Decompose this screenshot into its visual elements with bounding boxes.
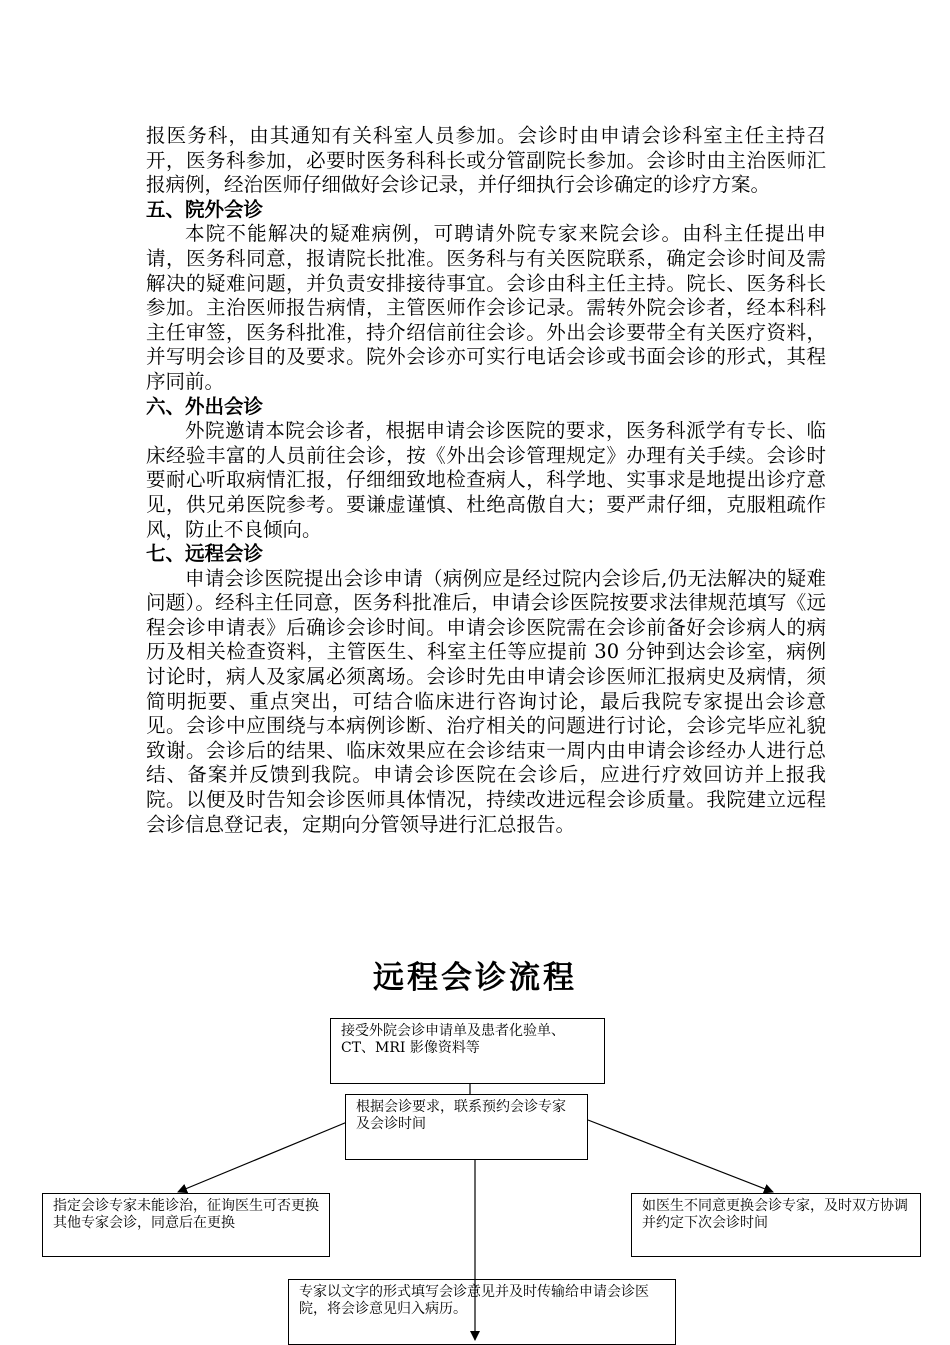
- flow-box-schedule: 根据会诊要求，联系预约会诊专家及会诊时间: [345, 1094, 588, 1160]
- section-heading: 五、院外会诊: [146, 197, 264, 221]
- arrow-to-replace-box: [178, 1120, 352, 1192]
- section-heading: 七、远程会诊: [146, 542, 264, 566]
- section-heading: 六、外出会诊: [146, 394, 264, 418]
- flow-box-replace-expert: 指定会诊专家未能诊治，征询医生可否更换其他专家会诊，同意后在更换: [42, 1193, 330, 1257]
- flow-box-receive: 接受外院会诊申请单及患者化验单、CT、MRI 影像资料等: [330, 1018, 605, 1084]
- flow-box-reschedule: 如医生不同意更换会诊专家，及时双方协调并约定下次会诊时间: [631, 1193, 921, 1257]
- flow-box-expert-opinion: 专家以文字的形式填写会诊意见并及时传输给申请会诊医院，将会诊意见归入病历。: [288, 1279, 676, 1345]
- flowchart-title: 远程会诊流程: [373, 960, 577, 996]
- body-paragraph: 申请会诊医院提出会诊申请（病例应是经过院内会诊后,仍无法解决的疑难问题）。经科主任同意，医务科批准后，申请会诊医院按要求法律规范填写《远程会诊申请表》后确诊会诊时间。申请会诊医院需在会诊前备好会诊病人的病历及相关检查资料，主管医生、科室主任等应提前 30 分钟到达会诊室，病例讨论时，病人及家属必须离场。会诊时先由申请会诊医师汇报病史及病情，须简明扼要、重点突出，可结合临床进行咨询讨论，最后我院专家提出会诊意见。会诊中应围绕与本病例诊断、治疗相关的问题进行讨论，会诊完毕应礼貌致谢。会诊后的结果、临床效果应在会诊结束一周内由申请会诊经办人进行总结、备案并反馈到我院。申请会诊医院在会诊后，应进行疗效回访并上报我院。以便及时告知会诊医师具体情况，持续改进远程会诊质量。我院建立远程会诊信息登记表，定期向分管领导进行汇总报告。: [146, 566, 826, 836]
- body-paragraph: 外院邀请本院会诊者，根据申请会诊医院的要求，医务科派学有专长、临床经验丰富的人员前往会诊，按《外出会诊管理规定》办理有关手续。会诊时要耐心听取病情汇报，仔细细致地检查病人，科学地、实事求是地提出诊疗意见，供兄弟医院参考。要谦虚谨慎、杜绝高傲自大；要严肃仔细，克服粗疏作风，防止不良倾向。: [146, 419, 826, 541]
- body-paragraph: 本院不能解决的疑难病例，可聘请外院专家来院会诊。由科主任提出申请，医务科同意，报请院长批准。医务科与有关医院联系，确定会诊时间及需解决的疑难问题，并负责安排接待事宜。会诊由科主任主持。院长、医务科长参加。主治医师报告病情，主管医师作会诊记录。需转外院会诊者，经本科科主任审签，医务科批准，持介绍信前往会诊。外出会诊要带全有关医疗资料，并写明会诊目的及要求。院外会诊亦可实行电话会诊或书面会诊的形式，其程序同前。: [146, 222, 826, 393]
- arrow-to-reschedule-box: [588, 1120, 773, 1192]
- body-paragraph: 报医务科，由其通知有关科室人员参加。会诊时由申请会诊科室主任主持召开，医务科参加，必要时医务科科长或分管副院长参加。会诊时由主治医师汇报病例，经治医师仔细做好会诊记录，并仔细执行会诊确定的诊疗方案。: [146, 124, 826, 197]
